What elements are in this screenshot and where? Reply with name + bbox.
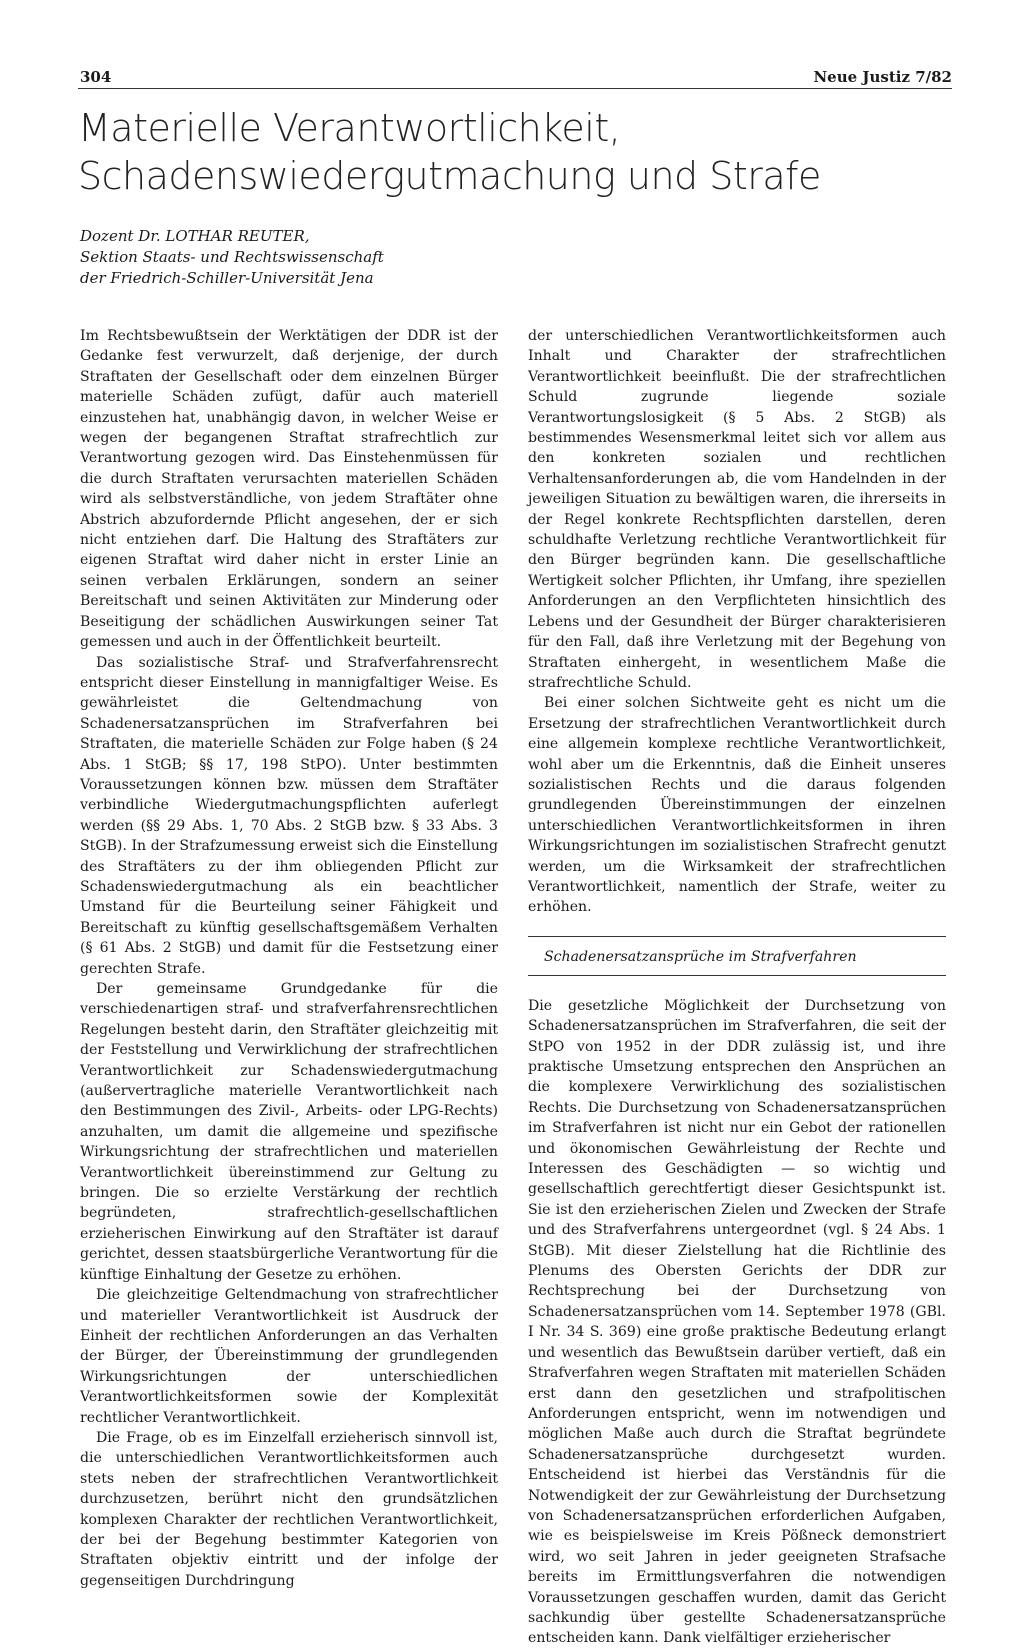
author-block <box>80 226 384 289</box>
left-column <box>80 326 498 1591</box>
paragraph: Im Rechtsbewußtsein der Werktätigen der DDR ist der Gedanke fest verwurzelt, daß derjenige, der durch Straftaten der Gesellschaft oder dem einzelnen Bürger materielle Schäden zufügt, dafür auch materiell einzustehen hat, unabhängig davon, in welcher Weise er wegen der begangenen Straftat strafrechtlich zur Verantwortung gezogen wird. Das Einstehenmüssen für die durch Straftaten verursachten materiellen Schäden wird als selbstverständliche, von jedem Straftäter ohne Abstrich abzufordernde Pflicht angesehen, der er sich nicht entziehen darf. Die Haltung des Straftäters zur eigenen Straftat wird daher nicht in erster Linie an seinen verbalen Erklärungen, sondern an seiner Bereitschaft und seinen Aktivitäten zur Minderung oder Beseitigung der schädlichen Auswirkungen seiner Tat gemessen und auch in der Öffentlichkeit beurteilt. <box>80 328 498 651</box>
paragraph: Die gesetzliche Möglichkeit der Durchsetzung von Schadenersatzansprüchen im Strafverfahren, die seit der StPO von 1952 in der DDR zulässig ist, und ihre praktische Umsetzung entsprechen den Ansprüchen an die komplexere Verwirklichung des sozialistischen Rechts. Die Durchsetzung von Schadenersatzansprüchen im Strafverfahren ist nicht nur ein Gebot der rationellen und ökonomischen Gewährleistung der Rechte und Interessen des Geschädigten — so wichtig und gesellschaftlich gerechtfertigt dieser Gesichtspunkt ist. Sie ist den erzieherischen Zielen und Zwecken der Strafe und des Strafverfahrens untergeordnet (vgl. § 24 Abs. 1 StGB). Mit dieser Zielstellung hat die Richtlinie des Plenums des Obersten Gerichts der DDR zur Rechtsprechung bei der Durchsetzung von Schadenersatzansprüchen vom 14. September 1978 (GBl. I Nr. 34 S. 369) eine große praktische Bedeutung erlangt und wesentlich das Bewußtsein darüber vertieft, daß ein Strafverfahren wegen Straftaten mit materiellen Schäden erst dann den gesetzlichen und strafpolitischen Anforderungen entspricht, wenn im notwendigen und möglichen Maße auch durch die Straftat begründete Schadenersatzansprüche durchgesetzt wurden. Entscheidend ist hierbei das Verständnis für die Notwendigkeit der zur Gewährleistung der Durchsetzung von Schadenersatzansprüchen erforderlichen Aufgaben, wie es beispielsweise im Kreis Pößneck demonstriert wird, wo seit Jahren in jeder geeigneten Strafsache bereits im Ermittlungsverfahren die notwendigen Voraussetzungen geschaffen wurden, damit das Gericht sachkundig über gestellte Schadenersatzansprüche entscheiden kann. Dank vielfältiger erzieherischer <box>528 997 946 1647</box>
paragraph: Die Frage, ob es im Einzelfall erzieherisch sinnvoll ist, die unterschiedlichen Verantwortlichkeitsformen auch stets neben der strafrechtlichen Verantwortlichkeit durchzusetzen, berührt nicht den grundsätzlichen komplexen Charakter der rechtlichen Verantwortlichkeit, der bei der Begehung bestimmter Kategorien von Straftaten objektiv eintritt und der infolge der gegenseitigen Durchdringung <box>80 1429 498 1589</box>
header-rule <box>78 88 952 89</box>
section-heading-box <box>528 936 946 976</box>
author-university: der Friedrich-Schiller-Universität Jena <box>80 269 374 287</box>
paragraph: Das sozialistische Straf- und Strafverfahrensrecht entspricht dieser Einstellung in mannigfaltiger Weise. Es gewährleistet die Geltendmachung von Schadenersatzansprüchen im Strafverfahren bei Straftaten, die materielle Schäden zur Folge haben (§ 24 Abs. 1 StGB; §§ 17, 198 StPO). Unter bestimmten Voraussetzungen können bzw. müssen dem Straftäter verbindliche Wiedergutmachungspflichten auferlegt werden (§§ 29 Abs. 1, 70 Abs. 2 StGB bzw. § 33 Abs. 3 StGB). In der Strafzumessung erweist sich die Einstellung des Straftäters zu der ihm obliegenden Pflicht zur Schadenswiedergutmachung als ein beachtlicher Umstand für die Beurteilung seiner Fähigkeit und Bereitschaft zu künftig gesellschaftsgemäßem Verhalten (§ 61 Abs. 2 StGB) und damit für die Festsetzung einer gerechten Strafe. <box>80 654 498 977</box>
paragraph-continuation: der unterschiedlichen Verantwortlichkeitsformen auch Inhalt und Charakter der strafrechtlichen Verantwortlichkeit beeinflußt. Die der strafrechtlichen Schuld zugrunde liegende soziale Verantwortungslosigkeit (§ 5 Abs. 2 StGB) als bestimmendes Wesensmerkmal leitet sich vor allem aus den konkreten sozialen und rechtlichen Verhaltensanforderungen ab, die vom Handelnden in der jeweiligen Situation zu bewältigen waren, die ihrerseits in der Regel konkrete Rechtspflichten darstellen, deren schuldhafte Verletzung rechtliche Verantwortlichkeit für den Bürger begründen kann. Die gesellschaftliche Wertigkeit solcher Pflichten, ihr Umfang, ihre speziellen Anforderungen an den Verpflichteten hinsichtlich des Lebens und der Gesundheit der Bürger charakterisieren für den Fall, daß ihre Verletzung mit der Begehung von Straftaten einhergeht, in wesentlichem Maße die strafrechtliche Schuld. <box>528 328 946 691</box>
page-number: 304 <box>80 68 112 86</box>
paragraph: Die gleichzeitige Geltendmachung von strafrechtlicher und materieller Verantwortlichkeit ist Ausdruck der Einheit der rechtlichen Anforderungen an das Verhalten der Bürger, der Übereinstimmung der grundlegenden Wirkungsrichtungen der unterschiedlichen Verantwortlichkeitsformen sowie der Komplexität rechtlicher Verantwortlichkeit. <box>80 1287 498 1426</box>
author-name: Dozent Dr. LOTHAR REUTER, <box>80 227 310 245</box>
journal-issue: Neue Justiz 7/82 <box>813 68 952 86</box>
paragraph: Der gemeinsame Grundgedanke für die verschiedenartigen straf- und strafverfahrensrechtlichen Regelungen besteht darin, den Straftäter gleichzeitig mit der Feststellung und Verwirklichung der strafrechtlichen Verantwortlichkeit zur Schadenswiedergutmachung (außervertragliche materielle Verantwortlichkeit nach den Bestimmungen des Zivil-, Arbeits- oder LPG-Rechts) anzuhalten, um damit die allgemeine und spezifische Wirkungsrichtung der strafrechtlichen und materiellen Verantwortlichkeit übereinstimmend zur Geltung zu bringen. Die so erzielte Verstärkung der rechtlich begründeten, strafrechtlich-gesellschaftlichen erzieherischen Einwirkung auf den Straftäter ist darauf gerichtet, dessen staatsbürgerliche Verantwortung für die künftige Einhaltung der Gesetze zu erhöhen. <box>80 981 498 1283</box>
article-title-line-1: Materielle Verantwortlichkeit, <box>78 106 621 150</box>
article-title-line-2: Schadenswiedergutmachung und Strafe <box>78 154 821 198</box>
article-title <box>78 104 958 200</box>
right-column <box>528 326 946 1649</box>
paragraph: Bei einer solchen Sichtweite geht es nicht um die Ersetzung der strafrechtlichen Verantwortlichkeit durch eine allgemein komplexe rechtliche Verantwortlichkeit, wohl aber um die Erkenntnis, daß die Einheit unseres sozialistischen Rechts und die daraus folgenden grundlegenden Übereinstimmungen der einzelnen unterschiedlichen Verantwortlichkeitsformen in ihren Wirkungsrichtungen im sozialistischen Strafrecht genutzt werden, um die Wirksamkeit der strafrechtlichen Verantwortlichkeit, namentlich der Strafe, weiter zu erhöhen. <box>528 695 946 916</box>
section-heading: Schadenersatzansprüche im Strafverfahren <box>544 948 857 965</box>
author-department: Sektion Staats- und Rechtswissenschaft <box>80 248 384 266</box>
